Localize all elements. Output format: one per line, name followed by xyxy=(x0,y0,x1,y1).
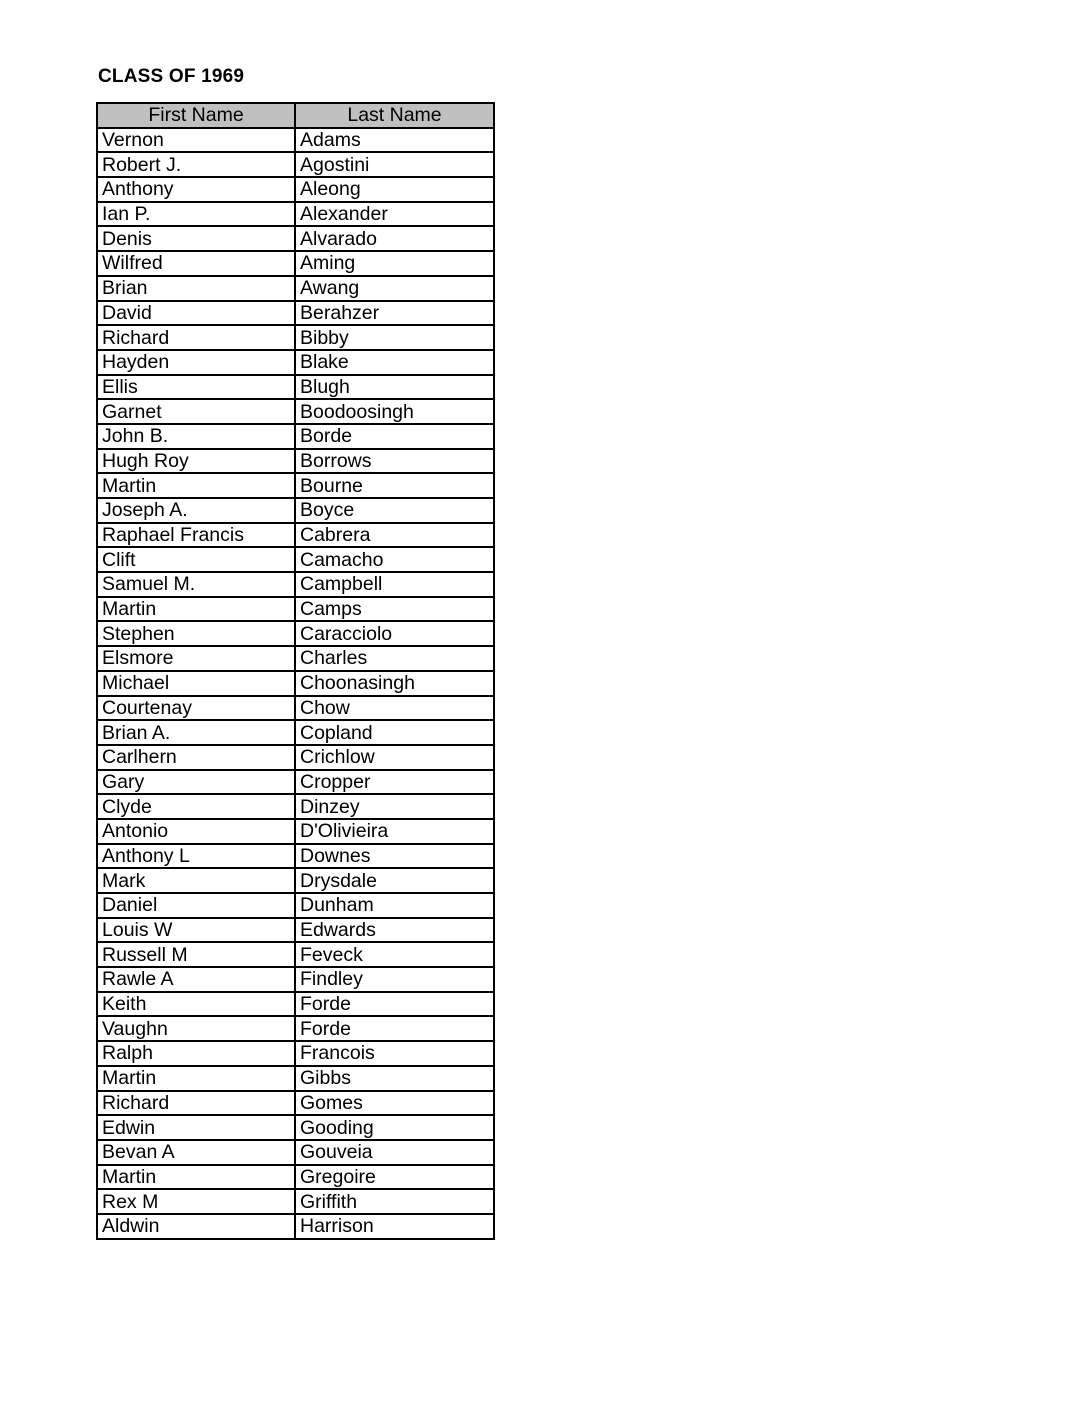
first-name-cell: Ian P. xyxy=(97,202,295,227)
class-roster-table xyxy=(96,102,495,1240)
table-row xyxy=(97,251,494,276)
table-row xyxy=(97,696,494,721)
table-row xyxy=(97,893,494,918)
first-name-cell: Joseph A. xyxy=(97,498,295,523)
table-row xyxy=(97,1165,494,1190)
table-row xyxy=(97,226,494,251)
table-row xyxy=(97,547,494,572)
first-name-cell: Elsmore xyxy=(97,646,295,671)
last-name-cell: Berahzer xyxy=(295,301,494,326)
last-name-cell: Adams xyxy=(295,128,494,153)
last-name-cell: Forde xyxy=(295,1016,494,1041)
table-row xyxy=(97,967,494,992)
last-name-cell: Crichlow xyxy=(295,745,494,770)
last-name-cell: Camacho xyxy=(295,547,494,572)
last-name-cell: Aming xyxy=(295,251,494,276)
first-name-cell: Denis xyxy=(97,226,295,251)
first-name-cell: Robert J. xyxy=(97,152,295,177)
first-name-cell: Russell M xyxy=(97,942,295,967)
table-row xyxy=(97,177,494,202)
last-name-cell: Gouveia xyxy=(295,1140,494,1165)
table-row xyxy=(97,1091,494,1116)
table-row xyxy=(97,942,494,967)
table-row xyxy=(97,671,494,696)
first-name-cell: Martin xyxy=(97,1066,295,1091)
table-row xyxy=(97,992,494,1017)
first-name-cell: David xyxy=(97,301,295,326)
table-row xyxy=(97,128,494,153)
table-row xyxy=(97,819,494,844)
last-name-cell: Choonasingh xyxy=(295,671,494,696)
last-name-cell: Findley xyxy=(295,967,494,992)
table-row xyxy=(97,597,494,622)
table-row xyxy=(97,152,494,177)
table-row xyxy=(97,646,494,671)
table-row xyxy=(97,1066,494,1091)
table-row xyxy=(97,745,494,770)
first-name-cell: Rex M xyxy=(97,1189,295,1214)
first-name-cell: Hugh Roy xyxy=(97,449,295,474)
last-name-cell: Cropper xyxy=(295,770,494,795)
first-name-cell: Ralph xyxy=(97,1041,295,1066)
last-name-cell: Dunham xyxy=(295,893,494,918)
table-row xyxy=(97,523,494,548)
last-name-cell: Francois xyxy=(295,1041,494,1066)
last-name-cell: Gooding xyxy=(295,1115,494,1140)
first-name-cell: Rawle A xyxy=(97,967,295,992)
last-name-cell: Borrows xyxy=(295,449,494,474)
table-row xyxy=(97,399,494,424)
first-name-cell: Vaughn xyxy=(97,1016,295,1041)
table-row xyxy=(97,473,494,498)
first-name-cell: Daniel xyxy=(97,893,295,918)
first-name-cell: Bevan A xyxy=(97,1140,295,1165)
table-row xyxy=(97,720,494,745)
first-name-cell: Martin xyxy=(97,597,295,622)
first-name-cell: Garnet xyxy=(97,399,295,424)
table-row xyxy=(97,424,494,449)
first-name-cell: Raphael Francis xyxy=(97,523,295,548)
table-row xyxy=(97,449,494,474)
first-name-cell: Clyde xyxy=(97,794,295,819)
first-name-cell: Wilfred xyxy=(97,251,295,276)
column-header-last-name: Last Name xyxy=(295,103,494,128)
first-name-cell: Brian A. xyxy=(97,720,295,745)
table-row xyxy=(97,918,494,943)
last-name-cell: Borde xyxy=(295,424,494,449)
last-name-cell: Gomes xyxy=(295,1091,494,1116)
first-name-cell: Michael xyxy=(97,671,295,696)
first-name-cell: Louis W xyxy=(97,918,295,943)
last-name-cell: Chow xyxy=(295,696,494,721)
first-name-cell: Anthony xyxy=(97,177,295,202)
first-name-cell: Richard xyxy=(97,325,295,350)
first-name-cell: Carlhern xyxy=(97,745,295,770)
last-name-cell: Feveck xyxy=(295,942,494,967)
last-name-cell: Cabrera xyxy=(295,523,494,548)
table-row xyxy=(97,572,494,597)
first-name-cell: Richard xyxy=(97,1091,295,1116)
first-name-cell: Stephen xyxy=(97,621,295,646)
first-name-cell: Antonio xyxy=(97,819,295,844)
last-name-cell: Campbell xyxy=(295,572,494,597)
first-name-cell: Ellis xyxy=(97,375,295,400)
table-row xyxy=(97,844,494,869)
table-body xyxy=(97,128,494,1239)
first-name-cell: Vernon xyxy=(97,128,295,153)
last-name-cell: Bibby xyxy=(295,325,494,350)
last-name-cell: Drysdale xyxy=(295,868,494,893)
table-row xyxy=(97,621,494,646)
table-row xyxy=(97,498,494,523)
last-name-cell: Alvarado xyxy=(295,226,494,251)
last-name-cell: Gregoire xyxy=(295,1165,494,1190)
first-name-cell: Martin xyxy=(97,1165,295,1190)
last-name-cell: Charles xyxy=(295,646,494,671)
last-name-cell: Griffith xyxy=(295,1189,494,1214)
table-row xyxy=(97,1016,494,1041)
last-name-cell: Camps xyxy=(295,597,494,622)
first-name-cell: Martin xyxy=(97,473,295,498)
first-name-cell: Clift xyxy=(97,547,295,572)
first-name-cell: John B. xyxy=(97,424,295,449)
last-name-cell: Dinzey xyxy=(295,794,494,819)
table-row xyxy=(97,301,494,326)
first-name-cell: Edwin xyxy=(97,1115,295,1140)
last-name-cell: Copland xyxy=(295,720,494,745)
table-row xyxy=(97,325,494,350)
first-name-cell: Brian xyxy=(97,276,295,301)
last-name-cell: Gibbs xyxy=(295,1066,494,1091)
first-name-cell: Keith xyxy=(97,992,295,1017)
first-name-cell: Samuel M. xyxy=(97,572,295,597)
last-name-cell: Caracciolo xyxy=(295,621,494,646)
last-name-cell: Downes xyxy=(295,844,494,869)
table-header-row xyxy=(97,103,494,128)
first-name-cell: Hayden xyxy=(97,350,295,375)
last-name-cell: Blake xyxy=(295,350,494,375)
table-row xyxy=(97,1140,494,1165)
first-name-cell: Mark xyxy=(97,868,295,893)
first-name-cell: Aldwin xyxy=(97,1214,295,1239)
table-row xyxy=(97,1115,494,1140)
first-name-cell: Courtenay xyxy=(97,696,295,721)
page-title: CLASS OF 1969 xyxy=(98,66,245,87)
last-name-cell: Blugh xyxy=(295,375,494,400)
last-name-cell: Agostini xyxy=(295,152,494,177)
table-row xyxy=(97,794,494,819)
last-name-cell: Aleong xyxy=(295,177,494,202)
column-header-first-name: First Name xyxy=(97,103,295,128)
first-name-cell: Gary xyxy=(97,770,295,795)
table-row xyxy=(97,375,494,400)
table-row xyxy=(97,202,494,227)
last-name-cell: Awang xyxy=(295,276,494,301)
last-name-cell: D'Olivieira xyxy=(295,819,494,844)
last-name-cell: Forde xyxy=(295,992,494,1017)
last-name-cell: Edwards xyxy=(295,918,494,943)
last-name-cell: Boyce xyxy=(295,498,494,523)
first-name-cell: Anthony L xyxy=(97,844,295,869)
last-name-cell: Harrison xyxy=(295,1214,494,1239)
last-name-cell: Boodoosingh xyxy=(295,399,494,424)
table-row xyxy=(97,1214,494,1239)
table-row xyxy=(97,868,494,893)
last-name-cell: Bourne xyxy=(295,473,494,498)
table-row xyxy=(97,1041,494,1066)
table-row xyxy=(97,1189,494,1214)
table-row xyxy=(97,276,494,301)
last-name-cell: Alexander xyxy=(295,202,494,227)
table-row xyxy=(97,350,494,375)
table-row xyxy=(97,770,494,795)
